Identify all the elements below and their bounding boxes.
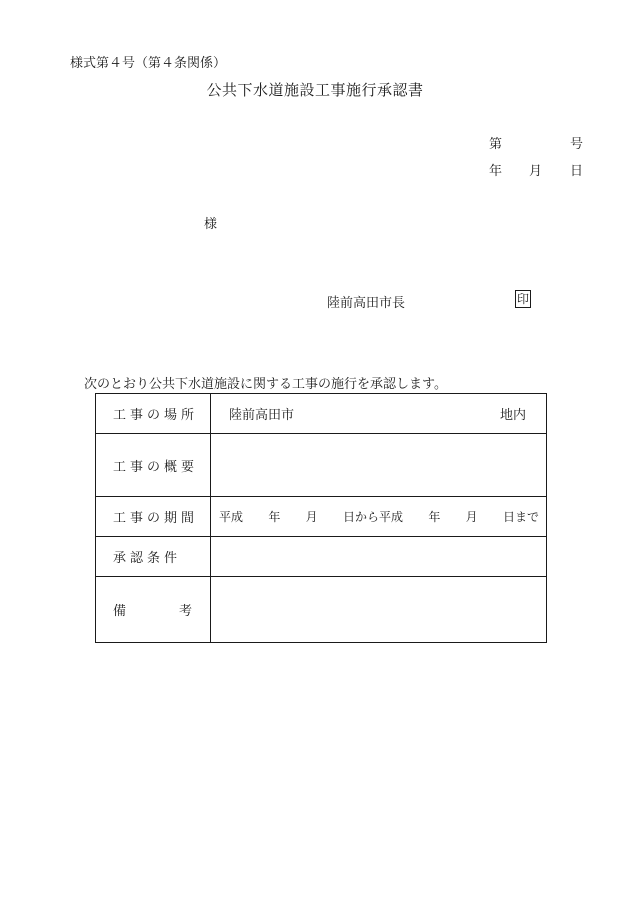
period-month-start: 月 xyxy=(305,510,318,524)
summary-label: 工事の概要 xyxy=(113,459,199,475)
document-title: 公共下水道施設工事施行承認書 xyxy=(206,81,424,99)
table-row-place xyxy=(96,394,547,434)
place-city: 陸前高田市 xyxy=(229,408,295,423)
period-month-end: 月 xyxy=(465,510,478,524)
conditions-label-cell xyxy=(96,537,211,577)
seal-mark: 印 xyxy=(517,292,530,306)
date-day: 日 xyxy=(570,164,584,179)
period-day-from: 日から平成 xyxy=(342,510,403,524)
period-value-cell xyxy=(211,497,547,537)
remarks-value-cell xyxy=(211,577,547,643)
table-row-remarks xyxy=(96,577,547,643)
issuer-title: 陸前高田市長 xyxy=(327,296,406,311)
date-month: 月 xyxy=(529,164,543,179)
remarks-label-cell xyxy=(96,577,211,643)
place-suffix: 地内 xyxy=(499,408,526,423)
date-year: 年 xyxy=(489,164,503,179)
period-label: 工事の期間 xyxy=(113,511,199,526)
period-era-start: 平成 xyxy=(219,510,244,524)
place-label-cell xyxy=(96,394,211,434)
period-label-cell xyxy=(96,497,211,537)
doc-number-prefix: 第 xyxy=(489,137,503,152)
form-number: 様式第４号（第４条関係） xyxy=(70,56,227,71)
summary-value-cell xyxy=(211,434,547,497)
table-row-period xyxy=(96,497,547,537)
table-row-conditions xyxy=(96,537,547,577)
remarks-label-left: 備 xyxy=(113,604,127,619)
approval-form-table xyxy=(95,393,547,643)
conditions-value-cell xyxy=(211,537,547,577)
remarks-label-right: 考 xyxy=(178,604,192,619)
place-label: 工事の場所 xyxy=(113,408,199,423)
table-row-summary xyxy=(96,434,547,497)
period-day-until: 日まで xyxy=(502,510,539,524)
conditions-label: 承認条件 xyxy=(113,551,182,566)
doc-number-suffix: 号 xyxy=(570,137,584,152)
summary-label-cell xyxy=(96,434,211,497)
addressee-honorific: 様 xyxy=(204,217,218,232)
place-value-cell xyxy=(211,394,547,434)
period-year-end: 年 xyxy=(428,510,441,524)
period-year-start: 年 xyxy=(268,510,281,524)
approval-statement: 次のとおり公共下水道施設に関する工事の施行を承認します。 xyxy=(84,377,447,392)
